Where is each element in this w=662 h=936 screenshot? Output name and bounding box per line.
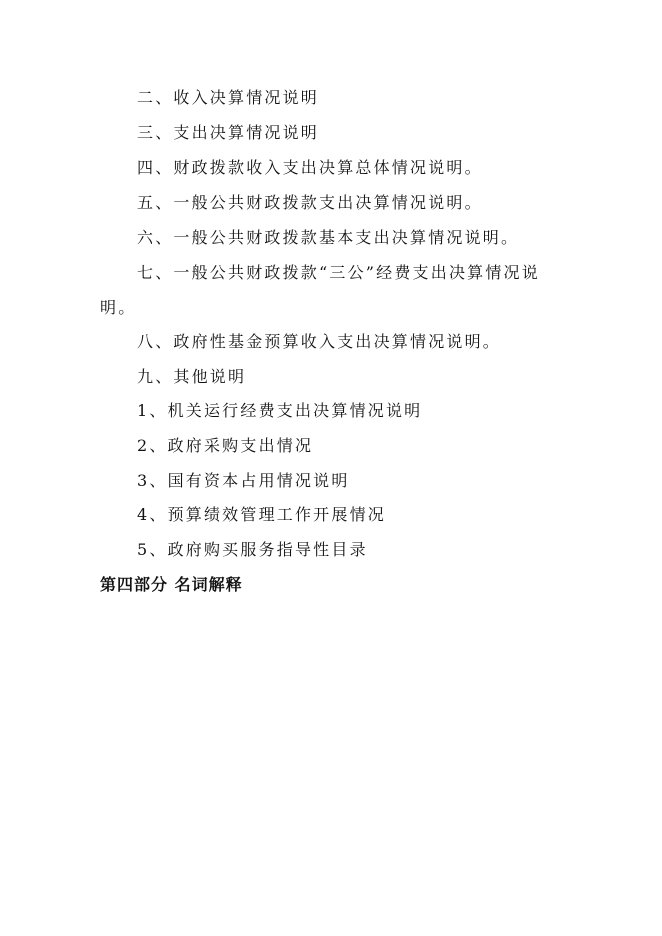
toc-subitem-state-capital: 3、国有资本占用情况说明 [137,471,350,490]
toc-item-three-public: 七、一般公共财政拨款“三公”经费支出决算情况说 [137,263,540,282]
toc-subitem-purchase-services: 5、政府购买服务指导性目录 [137,540,368,559]
toc-item-income: 二、收入决算情况说明 [137,88,320,107]
toc-item-general-public: 五、一般公共财政拨款支出决算情况说明。 [137,193,483,212]
section-heading: 第四部分 名词解释 [100,575,243,594]
toc-item-government-fund: 八、政府性基金预算收入支出决算情况说明。 [137,332,502,351]
toc-subitem-operating-costs: 1、机关运行经费支出决算情况说明 [137,401,423,420]
toc-subitem-performance: 4、预算绩效管理工作开展情况 [137,505,386,524]
toc-item-three-public-continued: 明。 [100,298,137,317]
toc-item-other: 九、其他说明 [137,367,247,386]
toc-item-basic-expenditure: 六、一般公共财政拨款基本支出决算情况说明。 [137,228,520,247]
toc-subitem-procurement: 2、政府采购支出情况 [137,436,314,455]
toc-item-expenditure: 三、支出决算情况说明 [137,123,320,142]
toc-item-fiscal-overall: 四、财政拨款收入支出决算总体情况说明。 [137,158,483,177]
